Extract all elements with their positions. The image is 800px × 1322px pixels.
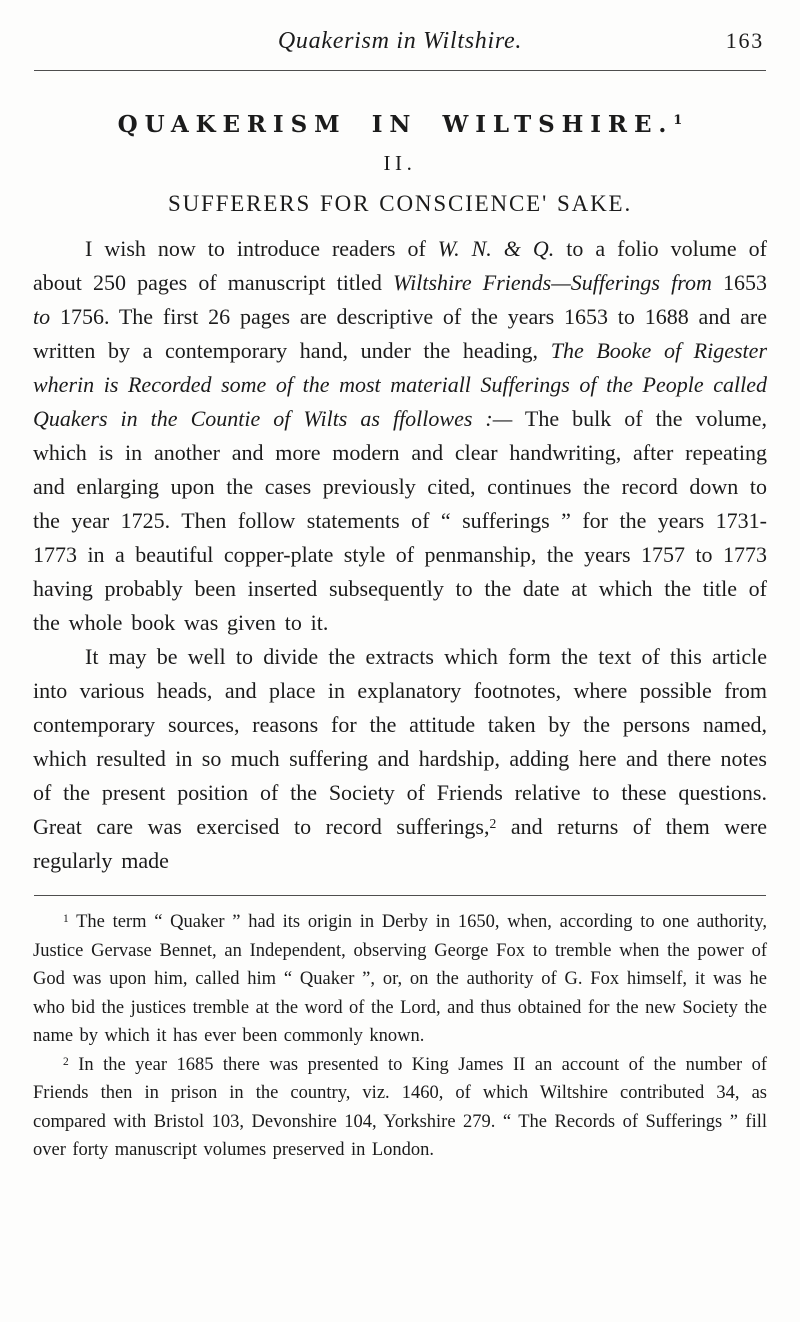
text-segment: to — [33, 304, 51, 329]
footnote-ref: 1 — [63, 913, 69, 925]
page-header — [33, 0, 767, 58]
text-segment: In the year 1685 there was presented to King James II an account of the number of Friends then in prison in the country, viz. 1460, of which Wiltshire contributed 34, as compared with Bristol 103, Devonshire 104, Yorkshire 279. “ The Records of Sufferings ” fill over forty manuscript volumes preserved in London. — [33, 1054, 767, 1160]
text-segment: W. N. & Q. — [437, 236, 555, 261]
text-segment: I wish now to introduce readers of — [85, 236, 438, 261]
paragraph — [33, 232, 767, 640]
text-segment: to a folio volume of about 250 pages of manuscript titled — [33, 236, 767, 295]
subtitle: SUFFERERS FOR CONSCIENCE' SAKE. — [167, 191, 633, 216]
text-segment: Wiltshire Friends—Sufferings from — [393, 270, 712, 295]
article-title — [33, 111, 767, 138]
footnotes-section — [33, 908, 767, 1165]
article-body — [33, 232, 767, 878]
title-footnote-ref: 1 — [673, 113, 683, 128]
text-segment: and returns of them were regularly made — [33, 814, 767, 873]
text-segment: 1653 — [711, 270, 767, 295]
footnote — [33, 908, 767, 1051]
text-segment: The bulk of the volume, which is in another and more modern and clear handwriting, after repeating and enlarging upon the cases previously cited, continues the record down to the year 1725. Then follow statements of “ sufferings ” for the years 1731-1773 in a beautiful copper-plate style of penmanship, the years 1757 to 1773 having probably been inserted subsequently to the date at which the title of the whole book was given to it. — [33, 406, 767, 635]
text-segment: The Booke of Rigester wherin is Recorded some of the most materiall Sufferings of the People called Quakers in the Countie of Wilts as ffollowes :— — [33, 338, 768, 431]
running-head: Quakerism in Wiltshire. — [277, 28, 523, 54]
paragraph — [33, 640, 767, 878]
text-segment: 1756. The first 26 pages are descriptive of the years 1653 to 1688 and are written by a contemporary hand, under the heading, — [33, 304, 767, 363]
article-title-text: QUAKERISM IN WILTSHIRE. — [117, 111, 674, 138]
header-rule — [34, 70, 766, 71]
footnote-ref: 2 — [63, 1055, 69, 1068]
text-segment: It may be well to divide the extracts which form the text of this article into various heads, and place in explanatory footnotes, where possible from contemporary sources, reasons for the attitude taken by the persons named, which resulted in so much suffering and hardship, adding here and there notes of the present position of the Society of Friends relative to these questions. Great care was exercised to record sufferings, — [33, 644, 767, 839]
page-number: 163 — [725, 28, 764, 53]
footnote-rule — [34, 895, 766, 896]
text-segment: The term “ Quaker ” had its origin in Derby in 1650, when, according to one authority, Justice Gervase Bennet, an Independent, observing George Fox to tremble when the power of God was upon him, called him “ Quaker ”, or, on the authority of G. Fox himself, it was he who bid the justices tremble at the word of the Lord, and thus obtained for the new Society the name by which it has ever been commonly known. — [33, 912, 767, 1046]
section-number: II. — [383, 151, 417, 175]
footnote-ref: 2 — [489, 816, 497, 831]
footnote — [33, 1051, 767, 1165]
